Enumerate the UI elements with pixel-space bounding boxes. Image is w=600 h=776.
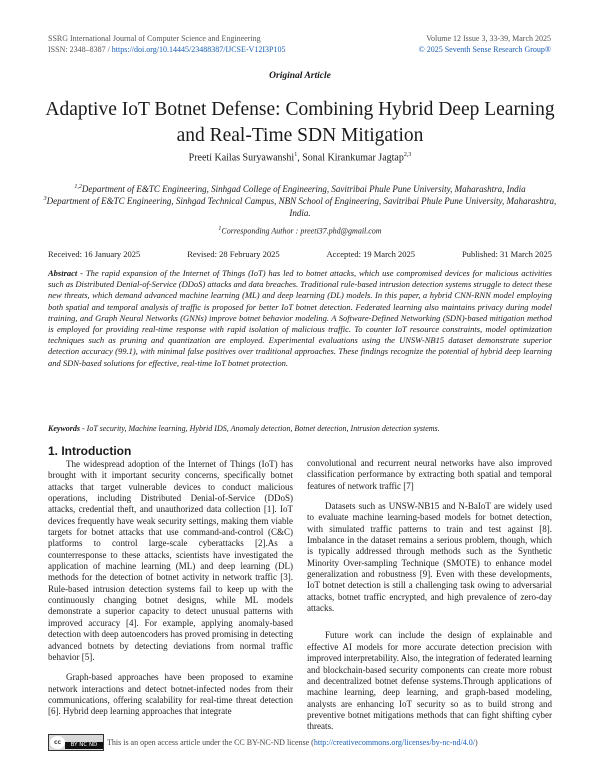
license-footer <box>48 734 478 751</box>
corr-sup: 1 <box>218 226 222 232</box>
affiliation-sup: 3 <box>43 196 47 202</box>
received-date: Received: 16 January 2025 <box>48 249 141 259</box>
keywords-label: Keywords <box>48 424 80 433</box>
cc-badge: cc <box>50 736 65 749</box>
cc-license-icon[interactable] <box>48 734 104 751</box>
corr-label: Corresponding Author : <box>221 226 301 236</box>
corresponding-author <box>0 226 600 236</box>
paragraph: Graph-based approaches have been proposed to examine network interactions and detect botnet-infected nodes from their communications, offering scalability for real-time threat detection [6]. Hybrid deep learning approaches that integrate <box>48 672 293 717</box>
issn: ISSN: 2348–8387 / <box>48 45 112 54</box>
issn-line <box>48 44 285 55</box>
volume-info: Volume 12 Issue 3, 33-39, March 2025 <box>426 34 551 43</box>
article-type: Original Article <box>269 71 331 81</box>
paper-title: Adaptive IoT Botnet Defense: Combining Hybrid Deep Learning and Real-Time SDN Mitigation <box>45 99 555 146</box>
license-close: ) <box>475 738 478 747</box>
author-sup: 2,3 <box>403 152 412 158</box>
keywords <box>48 424 552 433</box>
paragraph: Future work can include the design of explainable and effective AI models for more accurate detection precision with improved interpretability. Also, the integration of federated learning and blockchain-based security components can create more robust and decentralized botnet defense systems.Through applications of machine learning, deep learning, and graph-based modeling, analysts are enhancing IoT security so as to build strong and preventive botnet mitigations methods that can fight shifting cyber threats. <box>307 630 552 732</box>
author-name: Sonal Kirankumar Jagtap <box>302 152 404 164</box>
author-sup: 1 <box>294 152 298 158</box>
left-column <box>48 459 293 718</box>
accepted-date: Accepted: 19 March 2025 <box>326 249 416 259</box>
author-list: Preeti Kailas Suryawanshi$^1$, Sonal Kirankumar Jagtap$^{2,3}$ <box>188 152 412 164</box>
doi-link[interactable]: https://doi.org/10.14445/23488387/IJCSE-V12I3P105 <box>111 45 286 54</box>
author-name: Preeti Kailas Suryawanshi <box>188 152 295 164</box>
affiliation-text: Department of E&TC Engineering, Sinhgad Technical Campus, NBN School of Engineering, Savitribai Phule Pune University, Maharashtra, India. <box>46 196 557 218</box>
copyright: © 2025 Seventh Sense Research Group® <box>418 45 551 54</box>
journal-name: SSRG International Journal of Computer Science and Engineering <box>48 34 261 43</box>
license-text: This is an open access article under the CC BY-NC-ND license ( <box>107 738 314 747</box>
affiliation-sup: 1,2 <box>74 184 82 190</box>
revised-date: Revised: 28 February 2025 <box>187 249 280 259</box>
affiliation-text: Department of E&TC Engineering, Sinhgad College of Engineering, Savitribai Phule Pune University, Maharashtra, India <box>81 184 526 194</box>
paragraph: The widespread adoption of the Internet of Things (IoT) has brought with it important security concerns, specifically botnet attacks that target vulnerable devices to conduct malicious operations, including Distributed Denial-of-Service (DDoS) attacks, credential theft, and unauthorized data collection [1]. IoT devices frequently have weak security settings, making them viable targets for botnet attacks that use command-and-control (C&C) platforms to control large-scale cyberattacks [2].As a counterresponse to these attacks, scientists have investigated the application of machine learning (ML) and deep learning (DL) methods for the detection of botnet activity in network traffic [3]. Rule-based intrusion detection systems fail to keep up with the continuously changing botnet designs, while ML models demonstrate a superior capacity to detect unusual patterns with improved accuracy [4]. For example, applying anomaly-based detection with deep autoencoders has proved promising in detecting advanced botnets by detecting deviations from normal traffic behavior [5]. <box>48 459 293 662</box>
section-heading: 1. Introduction <box>48 444 132 458</box>
corr-email[interactable]: preeti37.phd@gmail.com <box>300 226 382 236</box>
affiliation <box>40 193 560 219</box>
published-date: Published: 31 March 2025 <box>462 249 552 259</box>
cc-label: BY NC ND <box>65 742 103 749</box>
abstract <box>48 268 552 369</box>
abstract-text: - The rapid expansion of the Internet of Things (IoT) has led to botnet attacks, which use compromised devices for malicious activities such as Distributed Denial-of-Service (DDoS) attacks and data breaches. Traditional rule-based intrusion detection systems struggle to detect these new threats, which demand advanced machine learning (ML) and deep learning (DL) models. In this paper, a hybrid CNN-RNN model employing both spatial and temporal analysis of traffic is proposed for better IoT botnet detection. Federated learning also maintains privacy during model training, and Graph Neural Networks (GNNs) improve botnet behavior modeling. A Software-Defined Networking (SDN)-based mitigation method is employed for providing real-time response with rapid isolation of malicious traffic. To counter IoT resource constraints, model optimization techniques such as pruning and quantization are employed. Experimental evaluations using the UNSW-NB15 dataset demonstrate superior detection accuracy (99.1), with minimal false positives over traditional approaches. These findings recognize the potential of hybrid deep learning and SDN-based solutions for effective, real-time IoT botnet protection. <box>48 268 552 368</box>
license-link[interactable]: http://creativecommons.org/licenses/by-nc-nd/4.0/ <box>313 738 475 747</box>
keywords-text: - IoT security, Machine learning, Hybrid IDS, Anomaly detection, Botnet detection, Intrusion detection systems. <box>80 424 440 433</box>
paragraph: Datasets such as UNSW-NB15 and N-BaIoT are widely used to evaluate machine learning-based models for botnet detection, with simulated traffic patterns to train and test against [8]. Imbalance in the dataset remains a serious problem, though, which is typically addressed through methods such as the Synthetic Minority Over-sampling Technique (SMOTE) to enhance model generalization and robustness [9]. Even with these developments, IoT botnet detection is still a challenging task owing to adversarial attacks, botnet traffic encrypted, and high prevalence of zero-day attacks. <box>307 501 552 614</box>
right-column <box>307 458 552 733</box>
dates-row <box>48 249 552 259</box>
abstract-label: Abstract <box>48 268 78 278</box>
paragraph: convolutional and recurrent neural networks have also improved classification performance by extracting both spatial and temporal features of network traffic [7] <box>307 458 552 491</box>
